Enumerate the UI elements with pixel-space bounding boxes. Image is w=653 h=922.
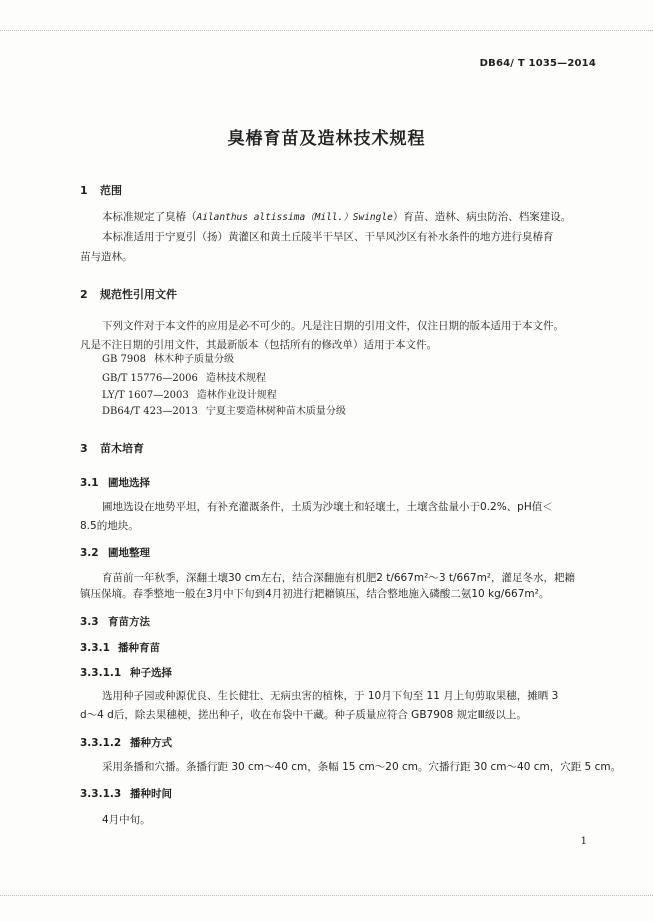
sowing-method-line-1: 采用条播和穴播。条播行距 30 cm～40 cm，条幅 15 cm～20 cm。穴播行距 30 cm～40 cm，穴距 5 cm。	[102, 761, 622, 773]
reference-item	[102, 350, 234, 370]
section-title: 范围	[100, 184, 122, 197]
section-number: 3.3	[80, 616, 99, 628]
seed-selection-line-1: 选用种子园或种源优良、生长健壮、无病虫害的植株，于 10月下旬至 11 月上旬剪取果穗，摊晒 3	[102, 690, 559, 702]
nursery-preparation-line-1: 育苗前一年秋季，深翻土壤30 cm左右，结合深翻施有机肥2 t/667m²～3 t/667m²，灌足冬水，耙耱	[102, 572, 576, 584]
section-3-3-1-heading	[80, 640, 160, 655]
section-title: 种子选择	[130, 667, 172, 679]
normative-paragraph-line-1: 下列文件对于本文件的应用是必不可少的。凡是注日期的引用文件，仅注日期的版本适用于本文件。	[102, 320, 564, 332]
reference-title: 造林技术规程	[205, 373, 266, 384]
section-number: 3.3.1	[80, 642, 110, 654]
nursery-selection-line-2: 8.5的地块。	[80, 520, 139, 532]
scope-paragraph-1	[102, 207, 571, 228]
section-3-3-1-3-heading	[80, 786, 172, 801]
section-title: 播种时间	[130, 788, 172, 800]
seed-selection-line-2: d～4 d后，除去果穗梗，搓出种子，收在布袋中干藏。种子质量应符合 GB7908 规定Ⅲ级以上。	[80, 709, 527, 721]
reference-code: DB64/T 423—2013	[102, 406, 198, 417]
section-title: 播种方式	[130, 737, 172, 749]
text-run: ）育苗、造林、病虫防治、档案建设。	[392, 211, 572, 223]
scope-paragraph-2-line-2: 苗与造林。	[80, 251, 133, 263]
nursery-preparation-line-2: 镇压保墒。春季整地一般在3月中下旬到4月初进行耙耱镇压，结合整地施入磷酸二氨10 kg/667m²。	[80, 588, 550, 600]
section-number: 3.3.1.1	[80, 667, 122, 679]
section-number: 3.3.1.2	[80, 737, 122, 749]
nursery-selection-line-1: 圃地选设在地势平坦，有补充灌溉条件，土质为沙壤土和轻壤土，土壤含盐量小于0.2%、pH值＜	[102, 501, 553, 513]
section-number: 1	[80, 184, 88, 197]
reference-title: 宁夏主要造林树种苗木质量分级	[205, 406, 346, 417]
reference-code: LY/T 1607—2003	[102, 390, 189, 401]
sowing-time-line-1: 4月中旬。	[102, 814, 151, 826]
section-title: 规范性引用文件	[100, 288, 177, 301]
section-number: 2	[80, 288, 88, 301]
section-title: 苗木培育	[100, 442, 144, 455]
section-1-heading	[80, 182, 122, 198]
section-3-3-heading	[80, 614, 150, 629]
section-title: 育苗方法	[108, 616, 150, 628]
section-title: 圃地整理	[108, 547, 150, 559]
section-2-heading	[80, 286, 177, 302]
latin-name: Ailanthus altissima（Mill.）Swingle	[196, 212, 393, 223]
document-title: 臭椿育苗及造林技术规程	[227, 129, 426, 149]
section-3-heading	[80, 440, 144, 456]
section-title: 圃地选择	[108, 477, 150, 489]
section-number: 3	[80, 442, 88, 455]
scope-paragraph-2-line-1: 本标准适用于宁夏引（扬）黄灌区和黄土丘陵半干旱区、干旱风沙区有补水条件的地方进行臭椿育	[102, 231, 554, 243]
standard-code: DB64/ T 1035—2014	[479, 58, 596, 69]
section-3-2-heading	[80, 545, 150, 560]
section-number: 3.1	[80, 477, 99, 489]
top-dotted-rule	[0, 30, 653, 31]
section-number: 3.3.1.3	[80, 788, 122, 800]
page-number: 1	[580, 836, 587, 847]
section-3-3-1-1-heading	[80, 665, 172, 680]
reference-code: GB 7908	[102, 354, 146, 365]
normative-paragraph-line-2: 凡是不注日期的引用文件，其最新版本（包括所有的修改单）适用于本文件。	[80, 339, 437, 351]
text-run: 本标准规定了臭椿（	[102, 211, 197, 223]
section-number: 3.2	[80, 547, 99, 559]
reference-code: GB/T 15776—2006	[102, 373, 198, 384]
reference-title: 造林作业设计规程	[196, 390, 277, 401]
reference-title: 林木种子质量分级	[153, 354, 234, 365]
bottom-dotted-rule	[0, 895, 653, 896]
reference-item	[102, 402, 346, 422]
section-3-1-heading	[80, 475, 150, 490]
section-title: 播种育苗	[118, 642, 160, 654]
section-3-3-1-2-heading	[80, 735, 172, 750]
